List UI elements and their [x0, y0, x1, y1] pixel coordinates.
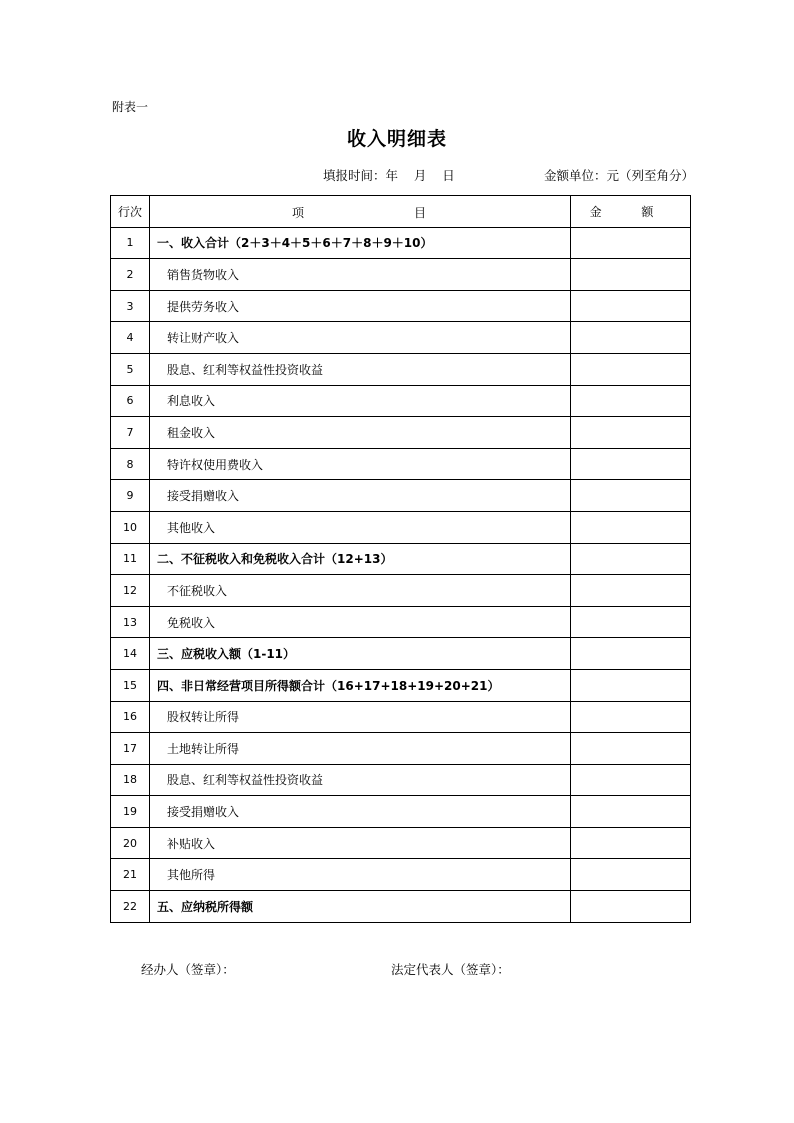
row-amount-field[interactable]: [571, 796, 691, 828]
table-row: [111, 290, 691, 322]
row-number: 20: [111, 827, 150, 859]
header-item: [150, 196, 571, 228]
table-header-row: [111, 196, 691, 228]
row-number: 5: [111, 353, 150, 385]
row-item-label: 四、非日常经营项目所得额合计（16+17+18+19+20+21）: [150, 669, 571, 701]
table-row: [111, 859, 691, 891]
row-amount-field[interactable]: [571, 733, 691, 765]
table-row: [111, 669, 691, 701]
row-number: 7: [111, 417, 150, 449]
fill-time-label: 填报时间：年 月 日: [323, 168, 455, 183]
row-item-label: 股息、红利等权益性投资收益: [150, 353, 571, 385]
row-amount-field[interactable]: [571, 417, 691, 449]
row-amount-field[interactable]: [571, 511, 691, 543]
row-number: 18: [111, 764, 150, 796]
row-number: 3: [111, 290, 150, 322]
row-number: 9: [111, 480, 150, 512]
table-row: [111, 385, 691, 417]
row-number: 4: [111, 322, 150, 354]
header-row-no: 行次: [111, 196, 150, 228]
table-row: [111, 733, 691, 765]
row-number: 1: [111, 227, 150, 259]
row-amount-field[interactable]: [571, 575, 691, 607]
table-row: [111, 891, 691, 923]
row-amount-field[interactable]: [571, 322, 691, 354]
table-row: [111, 827, 691, 859]
row-item-label: 五、应纳税所得额: [150, 891, 571, 923]
row-amount-field[interactable]: [571, 259, 691, 291]
row-amount-field[interactable]: [571, 385, 691, 417]
table-row: [111, 417, 691, 449]
table-row: [111, 511, 691, 543]
row-item-label: 免税收入: [150, 606, 571, 638]
table-row: [111, 701, 691, 733]
amount-unit-label: 金额单位：元（列至角分）: [543, 168, 694, 183]
row-item-label: 利息收入: [150, 385, 571, 417]
header-amount: [571, 196, 691, 228]
table-row: [111, 448, 691, 480]
row-amount-field[interactable]: [571, 701, 691, 733]
legal-rep-signature-label: 法定代表人（签章）：: [391, 962, 510, 977]
row-item-label: 补贴收入: [150, 827, 571, 859]
appendix-label: 附表一: [112, 100, 149, 114]
row-amount-field[interactable]: [571, 859, 691, 891]
row-item-label: 提供劳务收入: [150, 290, 571, 322]
table-row: [111, 543, 691, 575]
row-amount-field[interactable]: [571, 480, 691, 512]
row-number: 11: [111, 543, 150, 575]
row-item-label: 股息、红利等权益性投资收益: [150, 764, 571, 796]
row-item-label: 其他收入: [150, 511, 571, 543]
row-item-label: 不征税收入: [150, 575, 571, 607]
table-row: [111, 638, 691, 670]
table-row: [111, 796, 691, 828]
row-item-label: 二、不征税收入和免税收入合计（12+13）: [150, 543, 571, 575]
header-amount-label: 金 额: [589, 204, 672, 219]
page-title: 收入明细表: [346, 128, 447, 150]
row-number: 10: [111, 511, 150, 543]
row-item-label: 其他所得: [150, 859, 571, 891]
row-item-label: 转让财产收入: [150, 322, 571, 354]
row-item-label: 销售货物收入: [150, 259, 571, 291]
row-amount-field[interactable]: [571, 764, 691, 796]
table-row: [111, 322, 691, 354]
row-amount-field[interactable]: [571, 891, 691, 923]
row-number: 16: [111, 701, 150, 733]
row-item-label: 一、收入合计（2＋3＋4＋5＋6＋7＋8＋9＋10）: [150, 227, 571, 259]
row-number: 6: [111, 385, 150, 417]
row-item-label: 股权转让所得: [150, 701, 571, 733]
row-number: 2: [111, 259, 150, 291]
table-row: [111, 227, 691, 259]
row-amount-field[interactable]: [571, 543, 691, 575]
row-number: 21: [111, 859, 150, 891]
header-item-part1: 项: [292, 206, 305, 220]
header-item-part2: 目: [414, 206, 427, 220]
row-number: 15: [111, 669, 150, 701]
row-amount-field[interactable]: [571, 290, 691, 322]
income-detail-table: [110, 195, 691, 923]
row-item-label: 接受捐赠收入: [150, 796, 571, 828]
row-item-label: 三、应税收入额（1-11）: [150, 638, 571, 670]
row-number: 8: [111, 448, 150, 480]
row-number: 12: [111, 575, 150, 607]
row-number: 17: [111, 733, 150, 765]
row-item-label: 接受捐赠收入: [150, 480, 571, 512]
row-amount-field[interactable]: [571, 353, 691, 385]
table-row: [111, 575, 691, 607]
row-number: 14: [111, 638, 150, 670]
table-row: [111, 764, 691, 796]
row-number: 19: [111, 796, 150, 828]
row-item-label: 土地转让所得: [150, 733, 571, 765]
row-number: 22: [111, 891, 150, 923]
row-amount-field[interactable]: [571, 606, 691, 638]
row-amount-field[interactable]: [571, 827, 691, 859]
row-amount-field[interactable]: [571, 227, 691, 259]
table-row: [111, 480, 691, 512]
row-number: 13: [111, 606, 150, 638]
row-item-label: 租金收入: [150, 417, 571, 449]
row-amount-field[interactable]: [571, 638, 691, 670]
table-row: [111, 259, 691, 291]
agent-signature-label: 经办人（签章）：: [141, 962, 235, 977]
table-row: [111, 353, 691, 385]
row-amount-field[interactable]: [571, 669, 691, 701]
row-item-label: 特许权使用费收入: [150, 448, 571, 480]
row-amount-field[interactable]: [571, 448, 691, 480]
table-row: [111, 606, 691, 638]
